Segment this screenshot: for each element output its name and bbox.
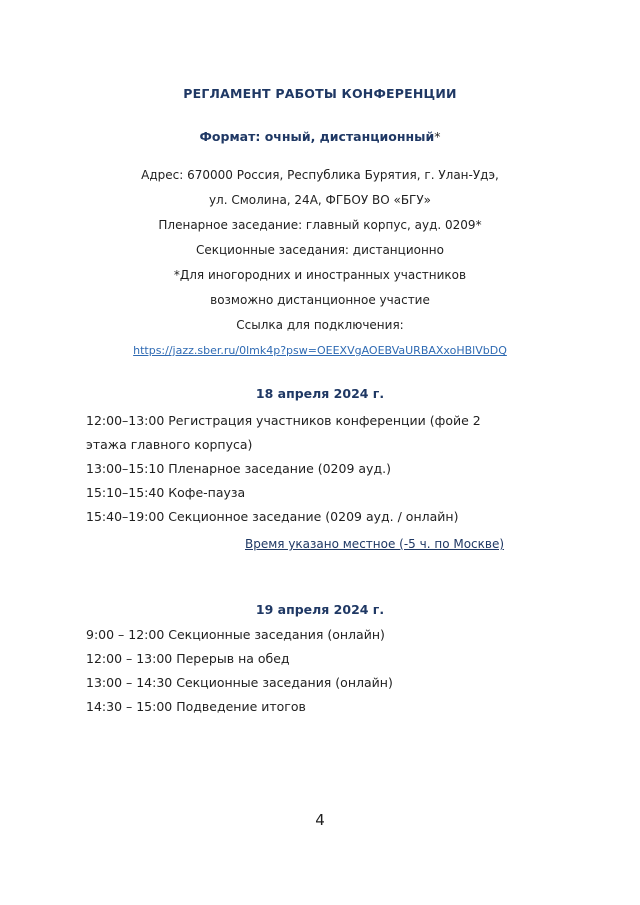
day1-date: 18 апреля 2024 г. (255, 386, 385, 401)
schedule-item: 12:00 – 13:00 Перерыв на обед (86, 651, 290, 666)
address-line-2: ул. Смолина, 24А, ФГБОУ ВО «БГУ» (208, 193, 432, 207)
schedule-item: этажа главного корпуса) (86, 437, 253, 452)
remote-note-line-1: *Для иногородних и иностранных участников (173, 268, 467, 282)
format-footnote-mark: * (434, 129, 441, 144)
remote-note-line-2: возможно дистанционное участие (210, 293, 430, 307)
page-number: 4 (315, 811, 325, 829)
venue-info (0, 163, 640, 363)
day2-date: 19 апреля 2024 г. (255, 602, 385, 617)
plenary-location: Пленарное заседание: главный корпус, ауд. 0209* (158, 218, 482, 232)
day1-schedule (86, 409, 546, 529)
schedule-item: 12:00–13:00 Регистрация участников конференции (фойе 2 (86, 413, 481, 428)
conference-link[interactable]: https://jazz.sber.ru/0lmk4p?psw=OEEXVgAOEBVaURBAXxoHBlVbDQ (133, 344, 507, 357)
time-zone-note: Время указано местное (-5 ч. по Москве) (245, 537, 505, 551)
sections-location: Секционные заседания: дистанционно (196, 243, 444, 257)
format-heading (0, 129, 640, 144)
schedule-item: 15:10–15:40 Кофе-пауза (86, 485, 246, 500)
day2-schedule (86, 623, 546, 719)
page-title: РЕГЛАМЕНТ РАБОТЫ КОНФЕРЕНЦИИ (183, 86, 457, 101)
address-line-1: Адрес: 670000 Россия, Республика Бурятия, г. Улан-Удэ, (141, 168, 499, 182)
schedule-item: 15:40–19:00 Секционное заседание (0209 ауд. / онлайн) (86, 509, 459, 524)
format-label: Формат: очный, дистанционный (199, 129, 435, 144)
schedule-item: 14:30 – 15:00 Подведение итогов (86, 699, 306, 714)
schedule-item: 13:00–15:10 Пленарное заседание (0209 ауд.) (86, 461, 391, 476)
link-label: Ссылка для подключения: (236, 318, 404, 332)
schedule-item: 13:00 – 14:30 Секционные заседания (онлайн) (86, 675, 393, 690)
schedule-item: 9:00 – 12:00 Секционные заседания (онлайн) (86, 627, 385, 642)
